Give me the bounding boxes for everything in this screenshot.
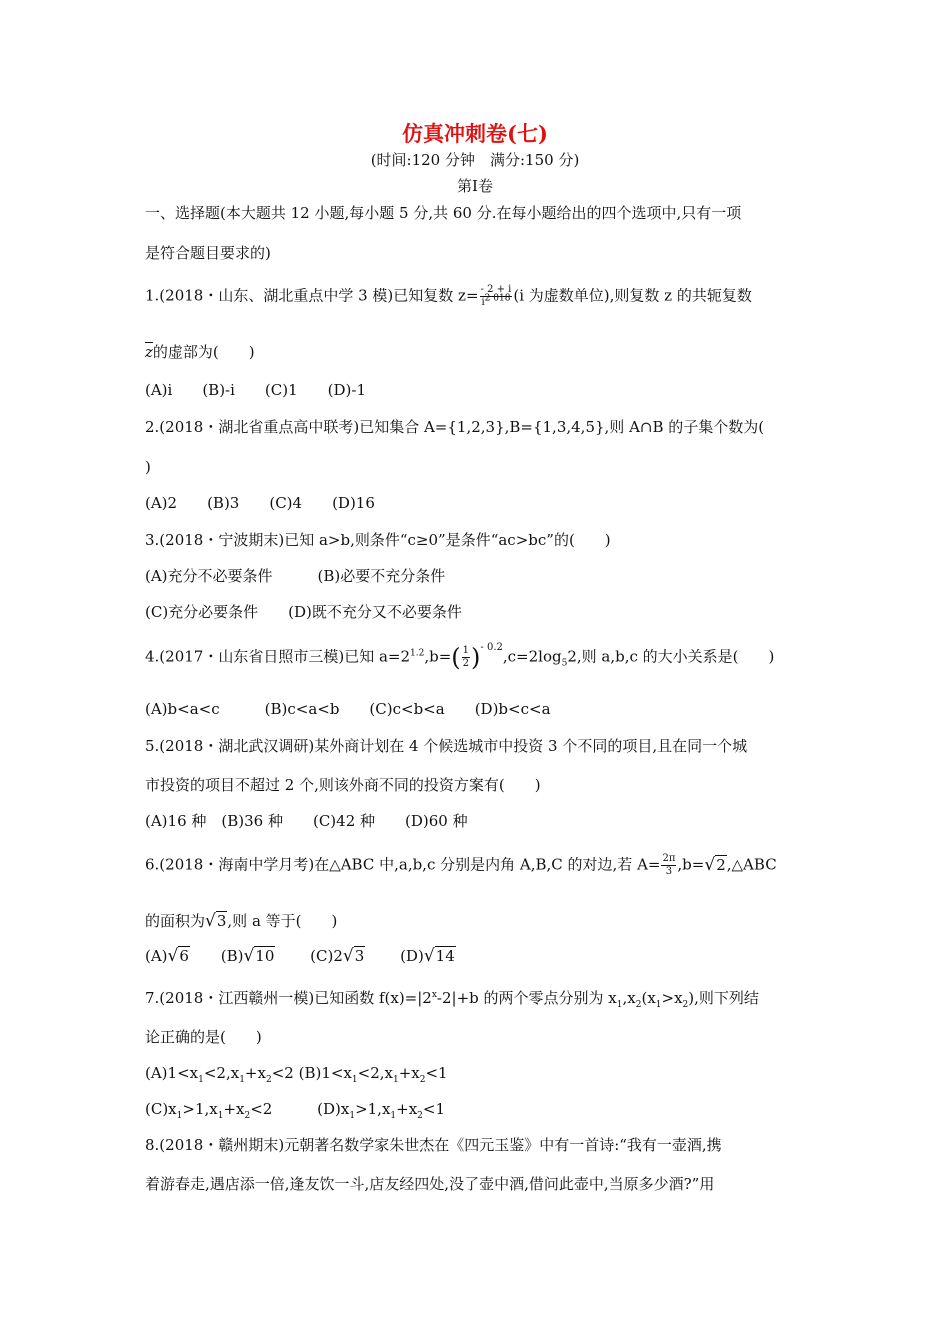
question-6-stem-line2: 的面积为√3,则 a 等于( ) (145, 911, 338, 931)
question-7-stem-line2: 论正确的是( ) (145, 1028, 262, 1046)
question-2-stem: 2.(2018・湖北省重点高中联考)已知集合 A={1,2,3},B={1,3,4,5},则 A∩B 的子集个数为( (145, 418, 765, 436)
question-8-stem-line2: 着游春走,遇店添一倍,逢友饮一斗,店友经四处,没了壶中酒,借问此壶中,当原多少酒?”用 (145, 1175, 715, 1193)
question-1-stem: 1.(2018・山东、湖北重点中学 3 模)已知复数 z= $\frac{- 2 + i}{i^{2 018}}$ (i 为虚数单位),则复数 z 的共轭复数 (145, 284, 752, 308)
question-4-stem: 4.(2017・山东省日照市三模)已知 $a=2^{1.2},b=$( $\frac{1}{2}$ )$^{- 0.2},c=2\log_52$,则 a,b,c 的大小关系是( ) (145, 641, 775, 672)
question-3-options-row1: (A)充分不必要条件 (B)必要不充分条件 (145, 567, 446, 585)
question-3-stem: 3.(2018・宁波期末)已知 a>b,则条件“c≥0”是条件“ac>bc”的( ) (145, 531, 611, 549)
question-5-stem: 5.(2018・湖北武汉调研)某外商计划在 4 个候选城市中投资 3 个不同的项目,且在同一个城 (145, 737, 748, 755)
question-4-options: (A)b<a<c (B)c<a<b (C)c<b<a (D)b<c<a (145, 700, 551, 718)
question-7-options-row1: $(A)1<x_1<2,x_1+x_2<2$ $(B)1<x_1<2,x_1+x_2<1$ (145, 1064, 448, 1085)
volume-label: 第Ⅰ卷 (457, 177, 493, 195)
question-2-options: (A)2 (B)3 (C)4 (D)16 (145, 494, 375, 512)
question-6-options: (A)√6 (B)√10 (C)2√3 (D)√14 (145, 946, 455, 966)
time-info: (时间:120 分钟 满分:150 分) (370, 151, 580, 169)
question-3-options-row2: (C)充分必要条件 (D)既不充分又不必要条件 (145, 603, 462, 621)
question-1-options: (A)i (B)-i (C)1 (D)-1 (145, 381, 366, 399)
page-title: 仿真冲刺卷(七) (402, 121, 548, 146)
question-5-options: (A)16 种 (B)36 种 (C)42 种 (D)60 种 (145, 812, 468, 830)
question-6-stem: 6.(2018・海南中学月考)在△ABC 中,a,b,c 分别是内角 A,B,C 的对边,若 A= $\frac{2\pi}{3}$ ,b=√2,△ABC (145, 853, 777, 877)
section-instructions-line2: 是符合题目要求的) (145, 244, 271, 262)
question-2-stem-line2: ) (145, 458, 151, 476)
question-5-stem-line2: 市投资的项目不超过 2 个,则该外商不同的投资方案有( ) (145, 776, 541, 794)
question-1-stem-line2: $\overline{z}$的虚部为( ) (145, 343, 255, 361)
question-8-stem: 8.(2018・赣州期末)元朝著名数学家朱世杰在《四元玉鉴》中有一首诗:“我有一壶酒,携 (145, 1136, 722, 1154)
question-7-stem: 7.(2018・江西赣州一模)已知函数 $f(x)=|2^x-2|+b$ 的两个零点分别为 $x_1,x_2(x_1>x_2)$,则下列结 (145, 989, 759, 1010)
question-7-options-row2: $(C)x_1>1,x_1+x_2<2$ $(D)x_1>1,x_1+x_2<1$ (145, 1100, 446, 1121)
section-instructions-line1: 一、选择题(本大题共 12 小题,每小题 5 分,共 60 分.在每小题给出的四个选项中,只有一项 (145, 204, 742, 222)
fraction: $\frac{- 2 + i}{i^{2 018}}$ (480, 284, 512, 308)
